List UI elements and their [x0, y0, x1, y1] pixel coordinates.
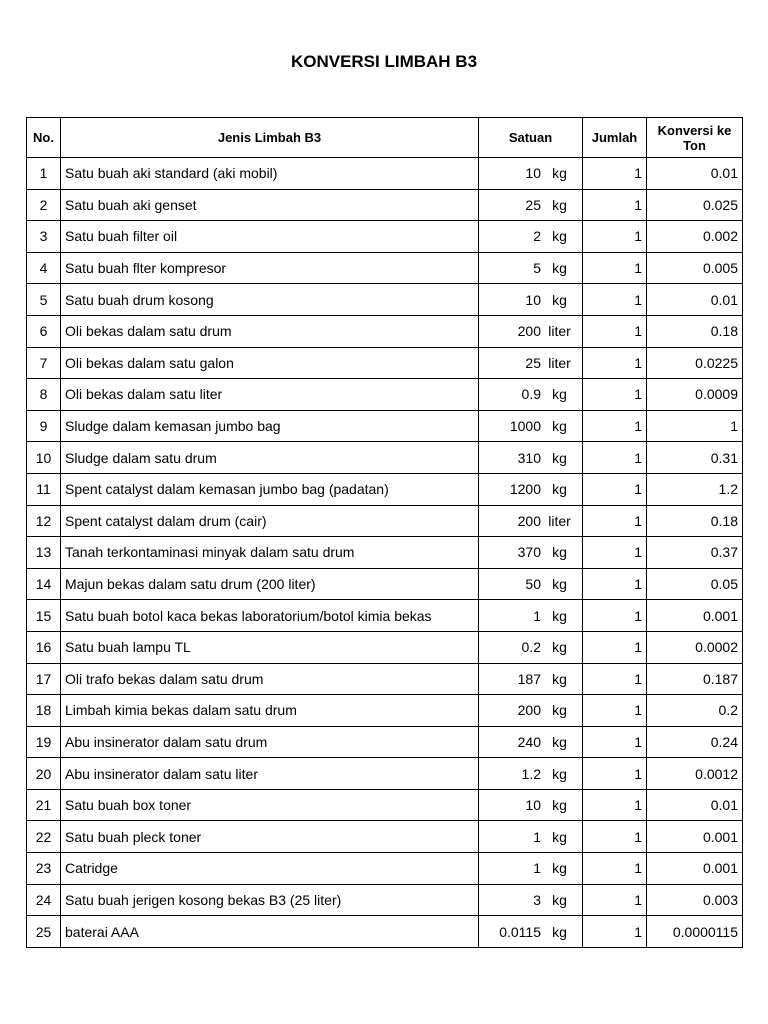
- satuan-unit: kg: [552, 923, 567, 940]
- row-konversi-ton: 0.001: [647, 600, 743, 632]
- row-no: 18: [27, 695, 61, 727]
- satuan-value: 1: [533, 607, 541, 624]
- row-konversi-ton: 0.37: [647, 537, 743, 569]
- row-konversi-ton: 0.01: [647, 284, 743, 316]
- row-satuan: [479, 916, 583, 948]
- row-jenis-limbah: Satu buah jerigen kosong bekas B3 (25 liter): [61, 884, 479, 916]
- satuan-value: 0.9: [521, 386, 541, 403]
- row-konversi-ton: 0.2: [647, 695, 743, 727]
- satuan-value: 5: [533, 260, 541, 277]
- satuan-unit: liter: [548, 323, 571, 340]
- row-jenis-limbah: Oli trafo bekas dalam satu drum: [61, 663, 479, 695]
- row-satuan: [479, 410, 583, 442]
- row-no: 22: [27, 821, 61, 853]
- satuan-unit: kg: [552, 765, 567, 782]
- satuan-value: 50: [525, 576, 541, 593]
- row-no: 2: [27, 189, 61, 221]
- row-satuan: [479, 853, 583, 885]
- row-satuan: [479, 189, 583, 221]
- row-konversi-ton: 1.2: [647, 473, 743, 505]
- table-row: [27, 158, 743, 190]
- header-konversi-ton: Konversi ke Ton: [647, 118, 743, 158]
- row-no: 11: [27, 473, 61, 505]
- table-body: [27, 158, 743, 948]
- satuan-unit: kg: [552, 228, 567, 245]
- row-konversi-ton: 0.01: [647, 158, 743, 190]
- satuan-value: 187: [517, 670, 541, 687]
- row-jenis-limbah: Satu buah drum kosong: [61, 284, 479, 316]
- table-row: [27, 695, 743, 727]
- satuan-unit: kg: [552, 196, 567, 213]
- row-jumlah: 1: [583, 379, 647, 411]
- row-no: 8: [27, 379, 61, 411]
- satuan-unit: kg: [552, 291, 567, 308]
- row-konversi-ton: 0.0000115: [647, 916, 743, 948]
- table-row: [27, 631, 743, 663]
- row-jumlah: 1: [583, 758, 647, 790]
- row-jenis-limbah: Sludge dalam kemasan jumbo bag: [61, 410, 479, 442]
- row-satuan: [479, 726, 583, 758]
- row-konversi-ton: 0.0002: [647, 631, 743, 663]
- table-header-row: [27, 118, 743, 158]
- row-jenis-limbah: Oli bekas dalam satu liter: [61, 379, 479, 411]
- row-jenis-limbah: Abu insinerator dalam satu liter: [61, 758, 479, 790]
- row-satuan: [479, 537, 583, 569]
- satuan-value: 310: [517, 449, 541, 466]
- row-satuan: [479, 473, 583, 505]
- row-satuan: [479, 379, 583, 411]
- row-konversi-ton: 0.005: [647, 252, 743, 284]
- satuan-unit: kg: [552, 639, 567, 656]
- row-jumlah: 1: [583, 537, 647, 569]
- satuan-unit: kg: [552, 797, 567, 814]
- row-jenis-limbah: Satu buah box toner: [61, 789, 479, 821]
- table-row: [27, 347, 743, 379]
- row-jumlah: 1: [583, 158, 647, 190]
- satuan-value: 200: [517, 512, 541, 529]
- satuan-unit: liter: [548, 354, 571, 371]
- row-jenis-limbah: Catridge: [61, 853, 479, 885]
- row-no: 9: [27, 410, 61, 442]
- table-row: [27, 410, 743, 442]
- row-jenis-limbah: Spent catalyst dalam kemasan jumbo bag (padatan): [61, 473, 479, 505]
- row-satuan: [479, 221, 583, 253]
- row-jumlah: 1: [583, 252, 647, 284]
- row-konversi-ton: 0.0009: [647, 379, 743, 411]
- satuan-unit: kg: [552, 449, 567, 466]
- waste-conversion-table: [26, 117, 743, 948]
- row-konversi-ton: 0.025: [647, 189, 743, 221]
- table-row: [27, 221, 743, 253]
- table-row: [27, 821, 743, 853]
- row-konversi-ton: 0.31: [647, 442, 743, 474]
- row-konversi-ton: 0.24: [647, 726, 743, 758]
- row-konversi-ton: 0.0012: [647, 758, 743, 790]
- table-row: [27, 537, 743, 569]
- row-jenis-limbah: baterai AAA: [61, 916, 479, 948]
- satuan-unit: kg: [552, 828, 567, 845]
- row-jumlah: 1: [583, 473, 647, 505]
- table-row: [27, 758, 743, 790]
- row-konversi-ton: 1: [647, 410, 743, 442]
- row-jumlah: 1: [583, 663, 647, 695]
- satuan-value: 1.2: [521, 765, 541, 782]
- table-row: [27, 473, 743, 505]
- satuan-value: 1: [533, 860, 541, 877]
- satuan-unit: kg: [552, 544, 567, 561]
- satuan-unit: kg: [552, 386, 567, 403]
- row-satuan: [479, 315, 583, 347]
- row-jenis-limbah: Satu buah filter oil: [61, 221, 479, 253]
- satuan-value: 1: [533, 828, 541, 845]
- row-jenis-limbah: Spent catalyst dalam drum (cair): [61, 505, 479, 537]
- row-jumlah: 1: [583, 884, 647, 916]
- table-row: [27, 315, 743, 347]
- row-jumlah: 1: [583, 600, 647, 632]
- row-satuan: [479, 789, 583, 821]
- row-satuan: [479, 158, 583, 190]
- row-jenis-limbah: Sludge dalam satu drum: [61, 442, 479, 474]
- row-konversi-ton: 0.18: [647, 505, 743, 537]
- row-jenis-limbah: Satu buah botol kaca bekas laboratorium/botol kimia bekas: [61, 600, 479, 632]
- row-jumlah: 1: [583, 284, 647, 316]
- table-row: [27, 916, 743, 948]
- table-row: [27, 853, 743, 885]
- row-satuan: [479, 695, 583, 727]
- table-row: [27, 284, 743, 316]
- table-row: [27, 442, 743, 474]
- row-no: 10: [27, 442, 61, 474]
- row-jumlah: 1: [583, 315, 647, 347]
- header-satuan: Satuan: [479, 118, 583, 158]
- table-row: [27, 568, 743, 600]
- satuan-value: 10: [525, 797, 541, 814]
- satuan-value: 25: [525, 354, 541, 371]
- satuan-unit: kg: [552, 891, 567, 908]
- row-jenis-limbah: Tanah terkontaminasi minyak dalam satu drum: [61, 537, 479, 569]
- satuan-value: 1200: [509, 481, 541, 498]
- table-row: [27, 252, 743, 284]
- row-no: 21: [27, 789, 61, 821]
- row-no: 12: [27, 505, 61, 537]
- row-no: 24: [27, 884, 61, 916]
- row-jenis-limbah: Satu buah pleck toner: [61, 821, 479, 853]
- row-no: 4: [27, 252, 61, 284]
- row-jumlah: 1: [583, 695, 647, 727]
- satuan-value: 0.0115: [499, 923, 541, 940]
- satuan-value: 25: [525, 196, 541, 213]
- row-konversi-ton: 0.187: [647, 663, 743, 695]
- header-jumlah: Jumlah: [583, 118, 647, 158]
- table-row: [27, 600, 743, 632]
- row-no: 20: [27, 758, 61, 790]
- row-no: 16: [27, 631, 61, 663]
- row-jumlah: 1: [583, 189, 647, 221]
- table-row: [27, 379, 743, 411]
- row-jumlah: 1: [583, 853, 647, 885]
- satuan-unit: kg: [552, 576, 567, 593]
- satuan-value: 200: [517, 323, 541, 340]
- row-jumlah: 1: [583, 789, 647, 821]
- page-title: KONVERSI LIMBAH B3: [290, 52, 478, 71]
- row-no: 25: [27, 916, 61, 948]
- row-no: 14: [27, 568, 61, 600]
- row-no: 1: [27, 158, 61, 190]
- row-satuan: [479, 600, 583, 632]
- row-satuan: [479, 821, 583, 853]
- satuan-unit: kg: [552, 607, 567, 624]
- satuan-value: 240: [517, 733, 541, 750]
- row-jumlah: 1: [583, 568, 647, 600]
- row-jumlah: 1: [583, 726, 647, 758]
- satuan-value: 1000: [509, 418, 541, 435]
- row-jumlah: 1: [583, 821, 647, 853]
- satuan-unit: kg: [552, 702, 567, 719]
- row-konversi-ton: 0.18: [647, 315, 743, 347]
- row-konversi-ton: 0.002: [647, 221, 743, 253]
- row-no: 5: [27, 284, 61, 316]
- table-row: [27, 505, 743, 537]
- row-konversi-ton: 0.001: [647, 821, 743, 853]
- row-jumlah: 1: [583, 505, 647, 537]
- row-jenis-limbah: Oli bekas dalam satu drum: [61, 315, 479, 347]
- satuan-unit: liter: [548, 512, 571, 529]
- row-no: 13: [27, 537, 61, 569]
- row-satuan: [479, 442, 583, 474]
- row-jumlah: 1: [583, 442, 647, 474]
- satuan-unit: kg: [552, 860, 567, 877]
- row-satuan: [479, 568, 583, 600]
- row-no: 7: [27, 347, 61, 379]
- table-row: [27, 789, 743, 821]
- satuan-unit: kg: [552, 418, 567, 435]
- row-jenis-limbah: Satu buah aki standard (aki mobil): [61, 158, 479, 190]
- satuan-unit: kg: [552, 260, 567, 277]
- satuan-value: 3: [533, 891, 541, 908]
- row-no: 23: [27, 853, 61, 885]
- row-jenis-limbah: Oli bekas dalam satu galon: [61, 347, 479, 379]
- row-no: 3: [27, 221, 61, 253]
- row-jumlah: 1: [583, 347, 647, 379]
- row-satuan: [479, 758, 583, 790]
- row-satuan: [479, 252, 583, 284]
- table-row: [27, 726, 743, 758]
- satuan-unit: kg: [552, 733, 567, 750]
- row-satuan: [479, 284, 583, 316]
- row-jenis-limbah: Majun bekas dalam satu drum (200 liter): [61, 568, 479, 600]
- row-konversi-ton: 0.003: [647, 884, 743, 916]
- header-jenis-limbah: Jenis Limbah B3: [61, 118, 479, 158]
- table-row: [27, 884, 743, 916]
- table-row: [27, 663, 743, 695]
- row-jenis-limbah: Limbah kimia bekas dalam satu drum: [61, 695, 479, 727]
- row-jenis-limbah: Abu insinerator dalam satu drum: [61, 726, 479, 758]
- row-jumlah: 1: [583, 631, 647, 663]
- satuan-value: 10: [525, 165, 541, 182]
- row-no: 19: [27, 726, 61, 758]
- row-satuan: [479, 347, 583, 379]
- row-satuan: [479, 884, 583, 916]
- row-konversi-ton: 0.0225: [647, 347, 743, 379]
- row-jenis-limbah: Satu buah aki genset: [61, 189, 479, 221]
- row-konversi-ton: 0.01: [647, 789, 743, 821]
- row-konversi-ton: 0.05: [647, 568, 743, 600]
- satuan-value: 10: [525, 291, 541, 308]
- row-no: 17: [27, 663, 61, 695]
- satuan-value: 370: [517, 544, 541, 561]
- row-jumlah: 1: [583, 916, 647, 948]
- row-satuan: [479, 663, 583, 695]
- row-konversi-ton: 0.001: [647, 853, 743, 885]
- row-satuan: [479, 505, 583, 537]
- row-jenis-limbah: Satu buah flter kompresor: [61, 252, 479, 284]
- row-jenis-limbah: Satu buah lampu TL: [61, 631, 479, 663]
- row-no: 15: [27, 600, 61, 632]
- satuan-value: 2: [533, 228, 541, 245]
- satuan-unit: kg: [552, 481, 567, 498]
- satuan-value: 200: [517, 702, 541, 719]
- table-row: [27, 189, 743, 221]
- satuan-unit: kg: [552, 165, 567, 182]
- row-jumlah: 1: [583, 221, 647, 253]
- row-no: 6: [27, 315, 61, 347]
- row-jumlah: 1: [583, 410, 647, 442]
- row-satuan: [479, 631, 583, 663]
- satuan-unit: kg: [552, 670, 567, 687]
- header-no: No.: [27, 118, 61, 158]
- satuan-value: 0.2: [521, 639, 541, 656]
